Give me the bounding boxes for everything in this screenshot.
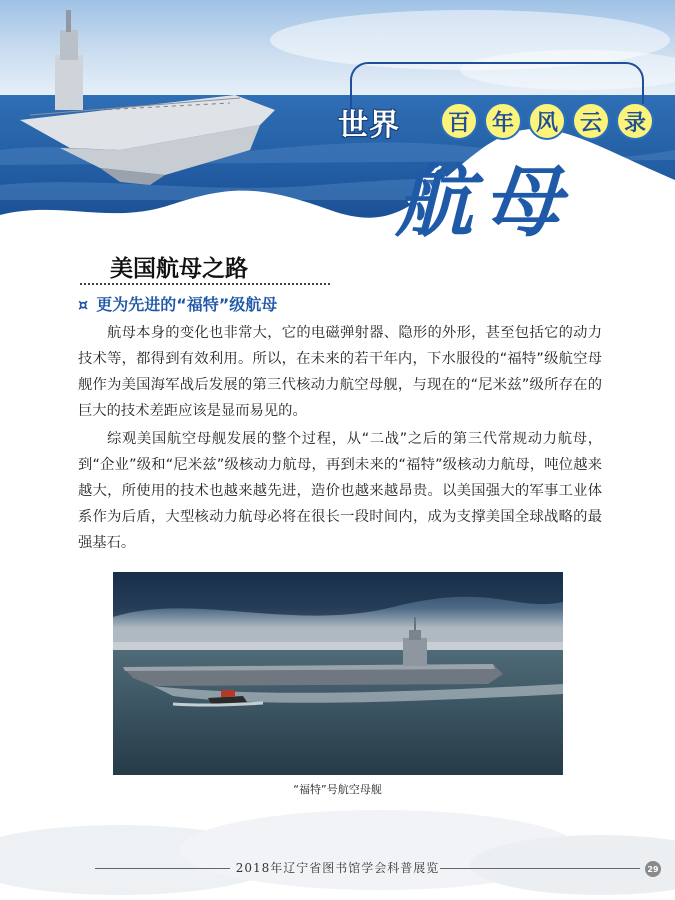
title-char: 百: [440, 102, 478, 140]
subsection-heading: [78, 292, 277, 315]
title-char: 录: [616, 102, 654, 140]
footer-text: 2018年辽宁省图书馆学会科普展览: [235, 861, 440, 875]
paragraph: 航母本身的变化也非常大，它的电磁弹射器、隐形的外形，甚至包括它的动力技术等，都得到有效利用。所以，在未来的若干年内，下水服役的“福特”级航空母舰作为美国海军战后发展的第三代核动力航空母舰，与现在的“尼米兹”级所存在的巨大的技术差距应该是显而易见的。: [78, 325, 602, 419]
subsection-title: 更为先进的“福特”级航母: [96, 295, 278, 314]
paragraph: 综观美国航空母舰发展的整个过程，从“二战”之后的第三代常规动力航母，到“企业”级和“尼米兹”级核动力航母，再到未来的“福特”级核动力航母，吨位越来越大，所使用的技术也越来越先进，造价也越来越昂贵。以美国强大的军事工业体系作为后盾，大型核动力航母必将在很长一段时间内，成为支撑美国全球战略的最强基石。: [78, 431, 602, 551]
footer-cloud-background: [0, 790, 675, 900]
title-char: 风: [528, 102, 566, 140]
carrier-photo: [113, 572, 563, 775]
header-banner: [0, 0, 675, 265]
title-aircraft-carrier: 航母: [395, 157, 572, 248]
title-char: 云: [572, 102, 610, 140]
title-char: 年: [484, 102, 522, 140]
section-title: 美国航母之路: [110, 256, 248, 282]
page-number: 29: [645, 861, 661, 877]
title-series: [440, 102, 654, 140]
photo-caption: “福特”号航空母舰: [293, 783, 382, 796]
section-divider: [80, 283, 330, 285]
bullet-icon: ¤: [78, 295, 89, 314]
title-world: 世界: [338, 108, 400, 143]
